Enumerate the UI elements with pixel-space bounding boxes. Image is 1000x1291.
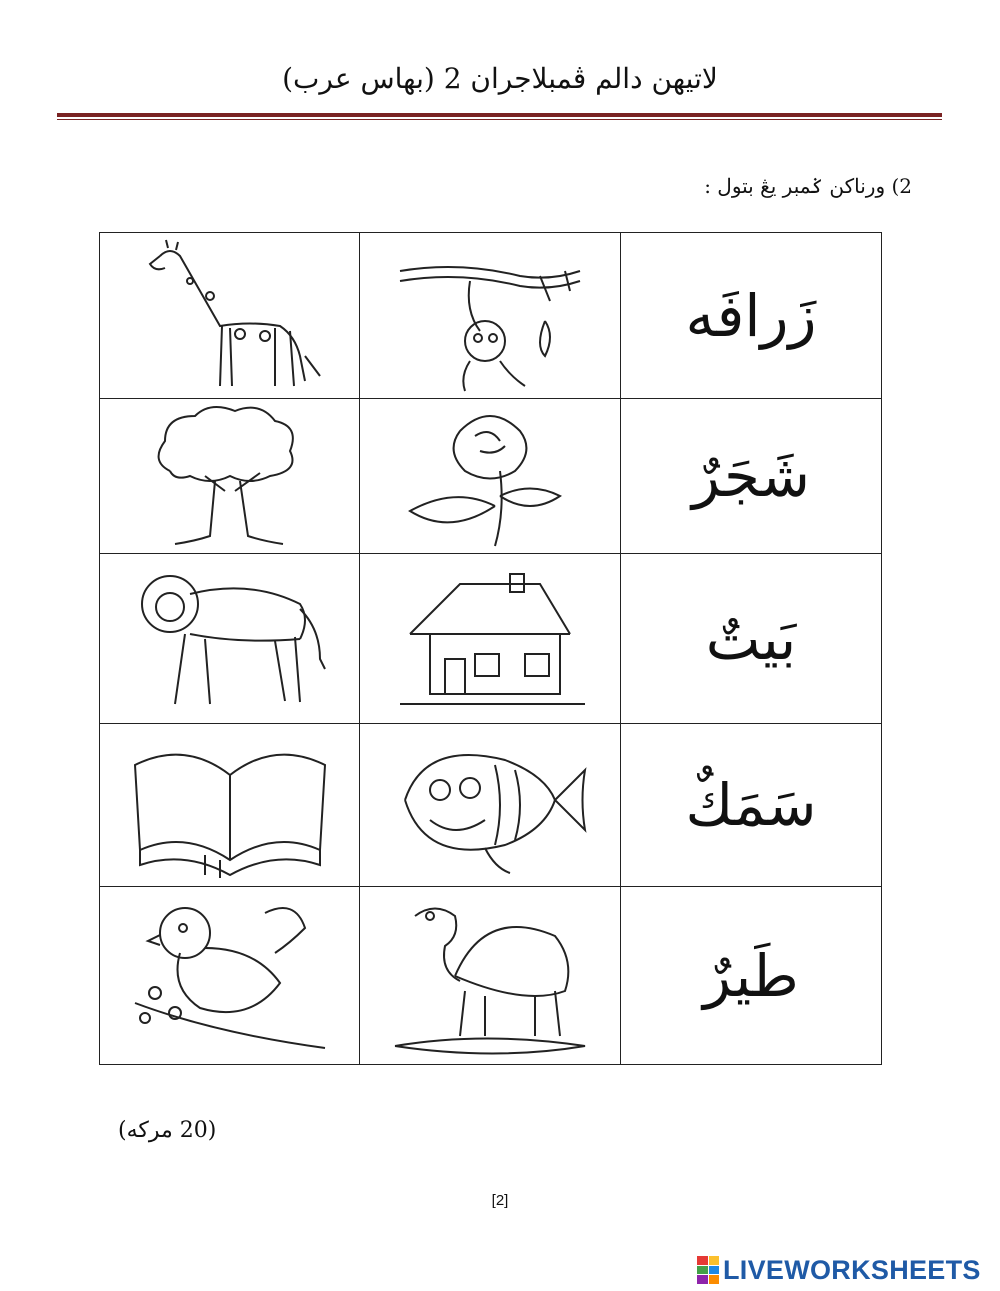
grid-row xyxy=(100,233,882,399)
arabic-word: بَيتٌ xyxy=(705,604,797,673)
word-cell xyxy=(621,399,882,554)
page-number: [2] xyxy=(491,1192,509,1209)
instruction-text: 2) ورناكن ݢمبر يڠ بتول : xyxy=(704,174,912,198)
rose-picture[interactable] xyxy=(360,399,621,554)
picture-word-grid xyxy=(99,232,882,1065)
word-cell xyxy=(621,554,882,724)
arabic-word: طَيرٌ xyxy=(703,941,799,1010)
camel-picture[interactable] xyxy=(360,887,621,1065)
grid-row xyxy=(100,724,882,887)
giraffe-picture[interactable] xyxy=(100,233,360,399)
arabic-word: سَمَكٌ xyxy=(685,771,817,839)
header-divider-thin xyxy=(57,119,942,120)
book-picture[interactable] xyxy=(100,724,360,887)
liveworksheets-logo-icon xyxy=(697,1256,719,1284)
tree-picture[interactable] xyxy=(100,399,360,554)
grid-row xyxy=(100,399,882,554)
fish-picture[interactable] xyxy=(360,724,621,887)
word-cell xyxy=(621,724,882,887)
bird-picture[interactable] xyxy=(100,887,360,1065)
arabic-word: زَرافَه xyxy=(685,281,817,350)
header-divider xyxy=(57,113,942,117)
arabic-word: شَجَرٌ xyxy=(691,442,811,510)
total-marks: (20 مركه) xyxy=(118,1118,217,1143)
word-cell xyxy=(621,887,882,1065)
grid-row xyxy=(100,887,882,1065)
monkey-picture[interactable] xyxy=(360,233,621,399)
page-title: لاتيهن دالم ڤمبلاجران 2 (بهاس عرب) xyxy=(282,62,718,95)
liveworksheets-brand[interactable] xyxy=(697,1254,981,1286)
brand-name: LIVEWORKSHEETS xyxy=(723,1254,981,1285)
house-picture[interactable] xyxy=(360,554,621,724)
word-cell xyxy=(621,233,882,399)
grid-row xyxy=(100,554,882,724)
lion-picture[interactable] xyxy=(100,554,360,724)
